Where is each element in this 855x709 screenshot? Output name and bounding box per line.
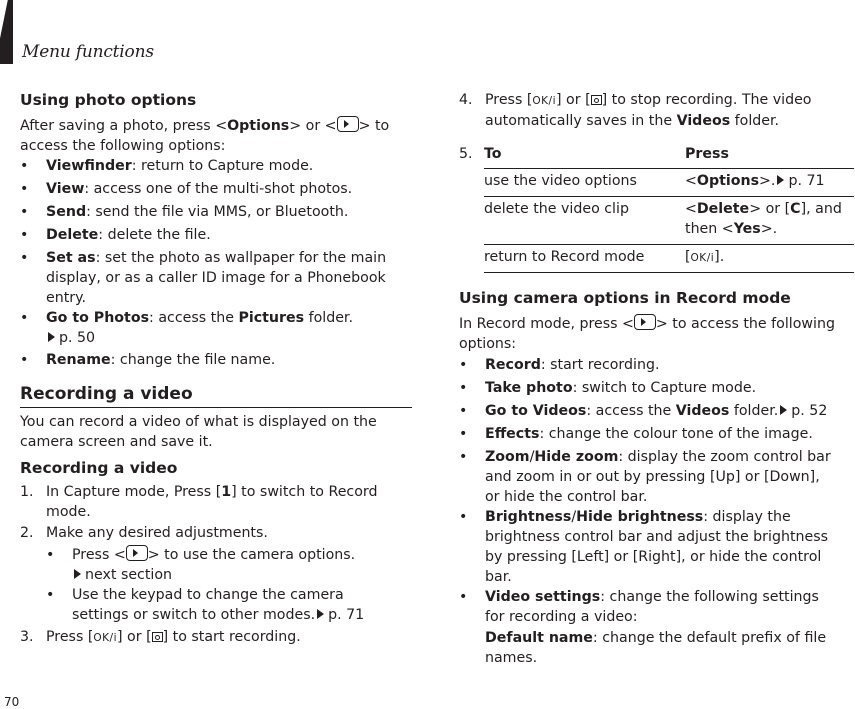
- photo-options-heading: Using photo options: [20, 91, 197, 109]
- table-rule: [484, 272, 854, 273]
- header-bar: [0, 0, 13, 64]
- photo-options-intro: After saving a photo, press <Options> or < > to access the following options:: [20, 118, 390, 154]
- soft-key-icon: [337, 116, 359, 132]
- table-header-to: To: [484, 146, 502, 162]
- ok-key-icon: OK/i: [532, 95, 556, 107]
- table-cell-press: [OK/i].: [685, 249, 725, 265]
- camera-options-intro: In Record mode, press < > to access the following options:: [459, 316, 835, 352]
- ok-key-icon: OK/i: [93, 632, 117, 644]
- table-rule: [484, 244, 854, 245]
- table-rule: [484, 168, 854, 169]
- recording-heading: Recording a video: [20, 384, 193, 404]
- camera-key-icon: [591, 95, 602, 105]
- camera-options-heading: Using camera options in Record mode: [459, 289, 791, 307]
- recording-subheading: Recording a video: [20, 459, 178, 477]
- video-setting-default-name: Default name: change the default prefix of file names.: [485, 630, 827, 666]
- table-rule: [484, 196, 854, 197]
- table-cell-to: return to Record mode: [484, 249, 645, 265]
- page-ref-arrow-icon: [780, 405, 787, 415]
- step-number: 5.: [459, 146, 473, 162]
- page-ref-arrow-icon: [48, 332, 55, 342]
- section-divider: [20, 407, 412, 408]
- soft-key-icon: [126, 545, 148, 561]
- header-title: Menu functions: [22, 42, 154, 62]
- camera-key-icon: [152, 632, 163, 642]
- ok-key-icon: OK/i: [690, 252, 715, 264]
- table-cell-press: <Delete> or [C], and then <Yes>.: [685, 201, 842, 237]
- table-cell-to: use the video options: [484, 173, 637, 189]
- table-header-press: Press: [685, 146, 729, 162]
- page-ref-arrow-icon: [777, 175, 784, 185]
- page-ref-arrow-icon: [317, 609, 324, 619]
- page-ref-arrow-icon: [74, 569, 81, 579]
- table-cell-press: <Options>. p. 71: [685, 173, 825, 189]
- recording-intro: You can record a video of what is displayed on the camera screen and save it.: [20, 414, 377, 450]
- table-cell-to: delete the video clip: [484, 201, 629, 217]
- page-number: 70: [4, 695, 20, 709]
- soft-key-icon: [634, 314, 656, 330]
